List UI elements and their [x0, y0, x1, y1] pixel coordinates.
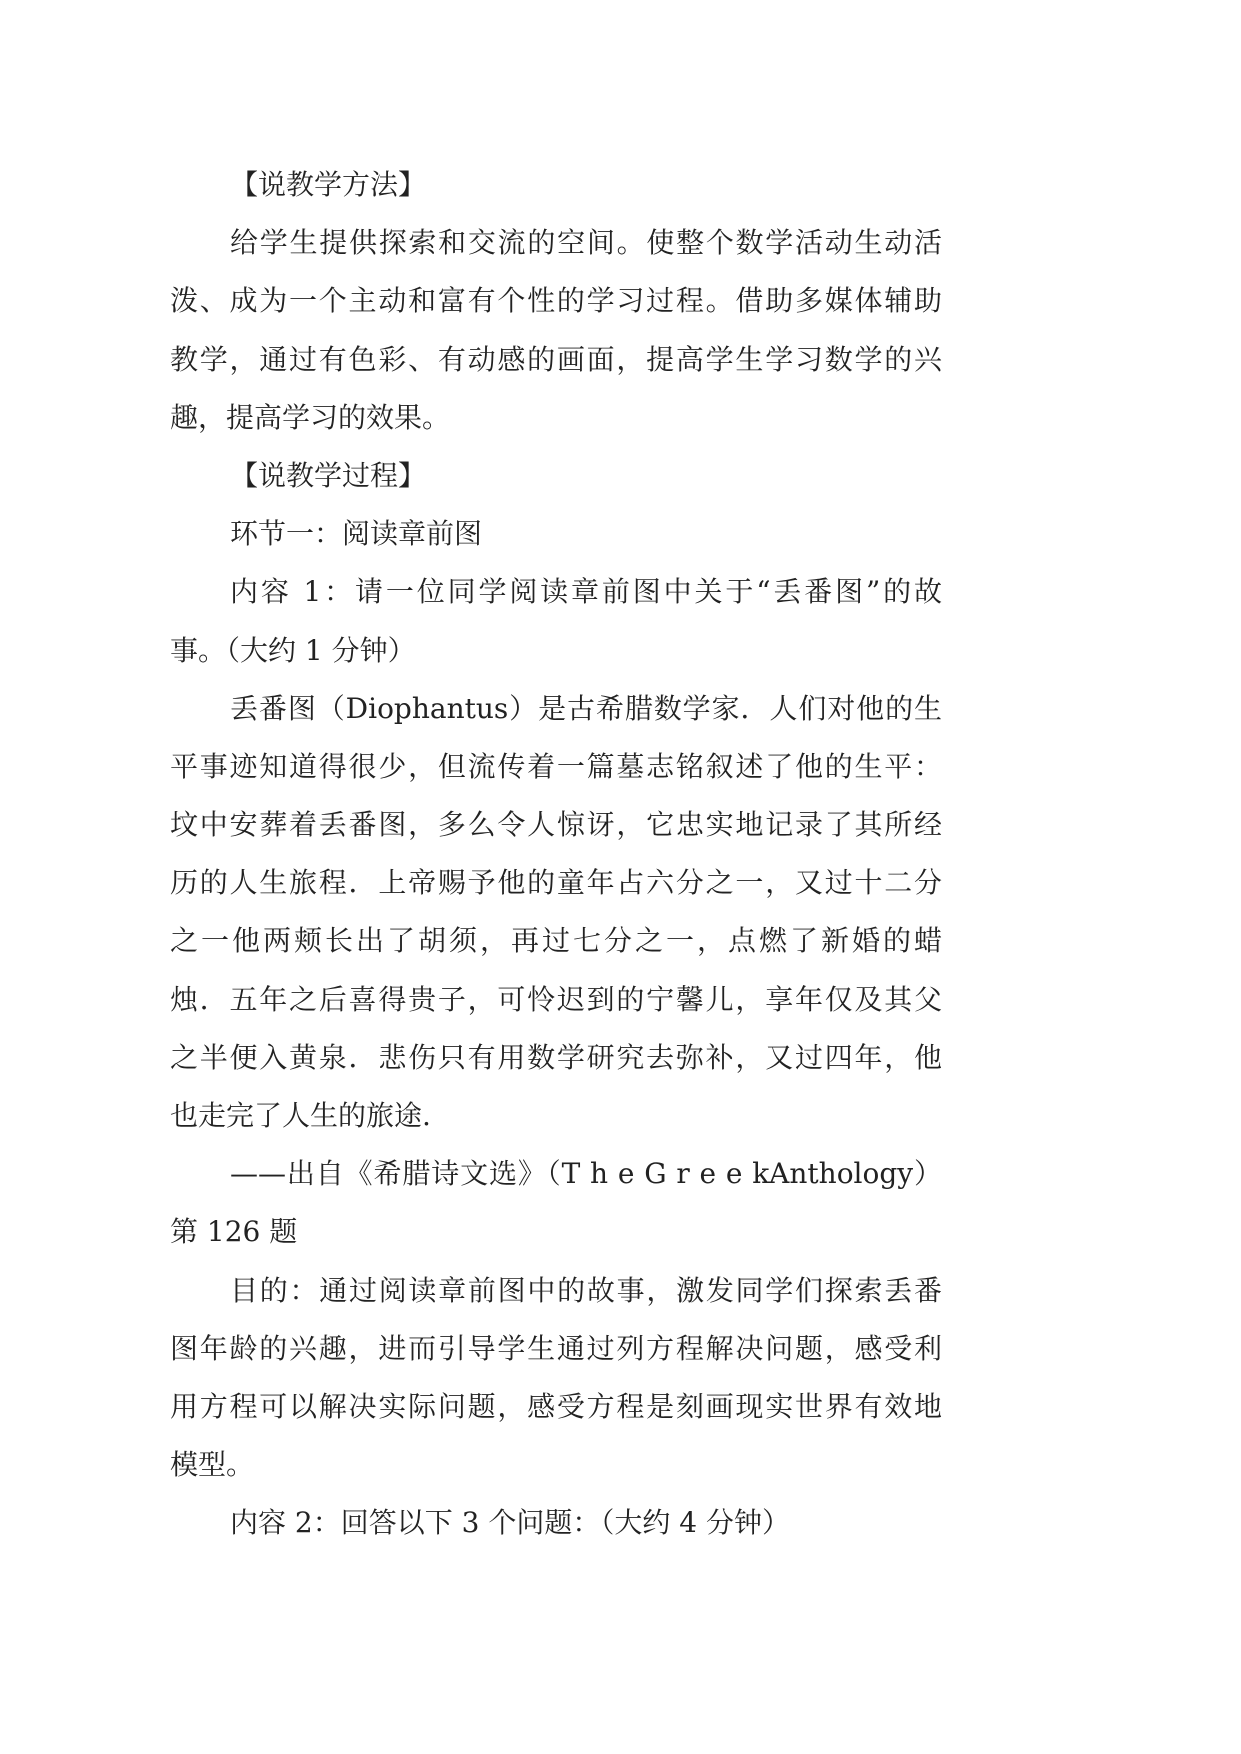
source-citation — [170, 1145, 942, 1261]
paragraph-line: 目的：通过阅读章前图中的故事，激发同学们探索丢番 — [230, 1273, 942, 1307]
paragraph-line: 给学生提供探索和交流的空间。使整个数学活动生动活 — [230, 226, 942, 260]
paragraph-line: 教学，通过有色彩、有动感的画面，提高学生学习数学的兴 — [170, 342, 942, 376]
paragraph-line: 平事迹知道得很少，但流传着一篇墓志铭叙述了他的生平： — [170, 749, 942, 783]
purpose-paragraph — [170, 1262, 942, 1495]
step-one-title — [170, 505, 942, 563]
paragraph-line: 内容 1：请一位同学阅读章前图中关于“丢番图”的故 — [230, 575, 942, 609]
paragraph-line: 之一他两颊长出了胡须，再过七分之一，点燃了新婚的蜡 — [170, 924, 942, 958]
heading-line: 【说教学过程】 — [230, 458, 427, 492]
paragraph-line: 图年龄的兴趣，进而引导学生通过列方程解决问题，感受利 — [170, 1331, 942, 1365]
heading-line: 【说教学方法】 — [230, 168, 427, 201]
paragraph-line: 丢番图（Diophantus）是古希腊数学家．人们对他的生 — [230, 691, 942, 725]
paragraph-line: 环节一：阅读章前图 — [230, 517, 483, 551]
paragraph-line: 第 126 题 — [170, 1215, 298, 1249]
paragraph-line: ——出自《希腊诗文选》（T h e G r e e kAnthology） — [230, 1157, 942, 1191]
paragraph-line: 坟中安葬着丢番图，多么令人惊讶，它忠实地记录了其所经 — [170, 808, 942, 842]
paragraph-teaching-method — [170, 214, 942, 447]
paragraph-line: 之半便入黄泉．悲伤只有用数学研究去弥补，又过四年，他 — [170, 1040, 942, 1074]
content-two — [170, 1494, 942, 1552]
diophantus-story — [170, 680, 942, 1146]
heading-teaching-method — [170, 156, 942, 214]
document-body — [170, 156, 942, 1553]
paragraph-line: 用方程可以解决实际问题，感受方程是刻画现实世界有效地 — [170, 1389, 942, 1423]
paragraph-line: 烛．五年之后喜得贵子，可怜迟到的宁馨儿，享年仅及其父 — [170, 982, 942, 1016]
paragraph-line: 内容 2：回答以下 3 个问题：（大约 4 分钟） — [230, 1506, 790, 1540]
heading-teaching-process — [170, 447, 942, 505]
paragraph-line: 历的人生旅程．上帝赐予他的童年占六分之一，又过十二分 — [170, 866, 942, 900]
paragraph-line: 趣，提高学习的效果。 — [170, 400, 451, 434]
paragraph-line: 泼、成为一个主动和富有个性的学习过程。借助多媒体辅助 — [170, 284, 942, 318]
paragraph-line: 模型。 — [170, 1448, 255, 1482]
paragraph-line: 也走完了人生的旅途. — [170, 1099, 431, 1132]
paragraph-line: 事。（大约 1 分钟） — [170, 633, 416, 667]
content-one — [170, 563, 942, 679]
